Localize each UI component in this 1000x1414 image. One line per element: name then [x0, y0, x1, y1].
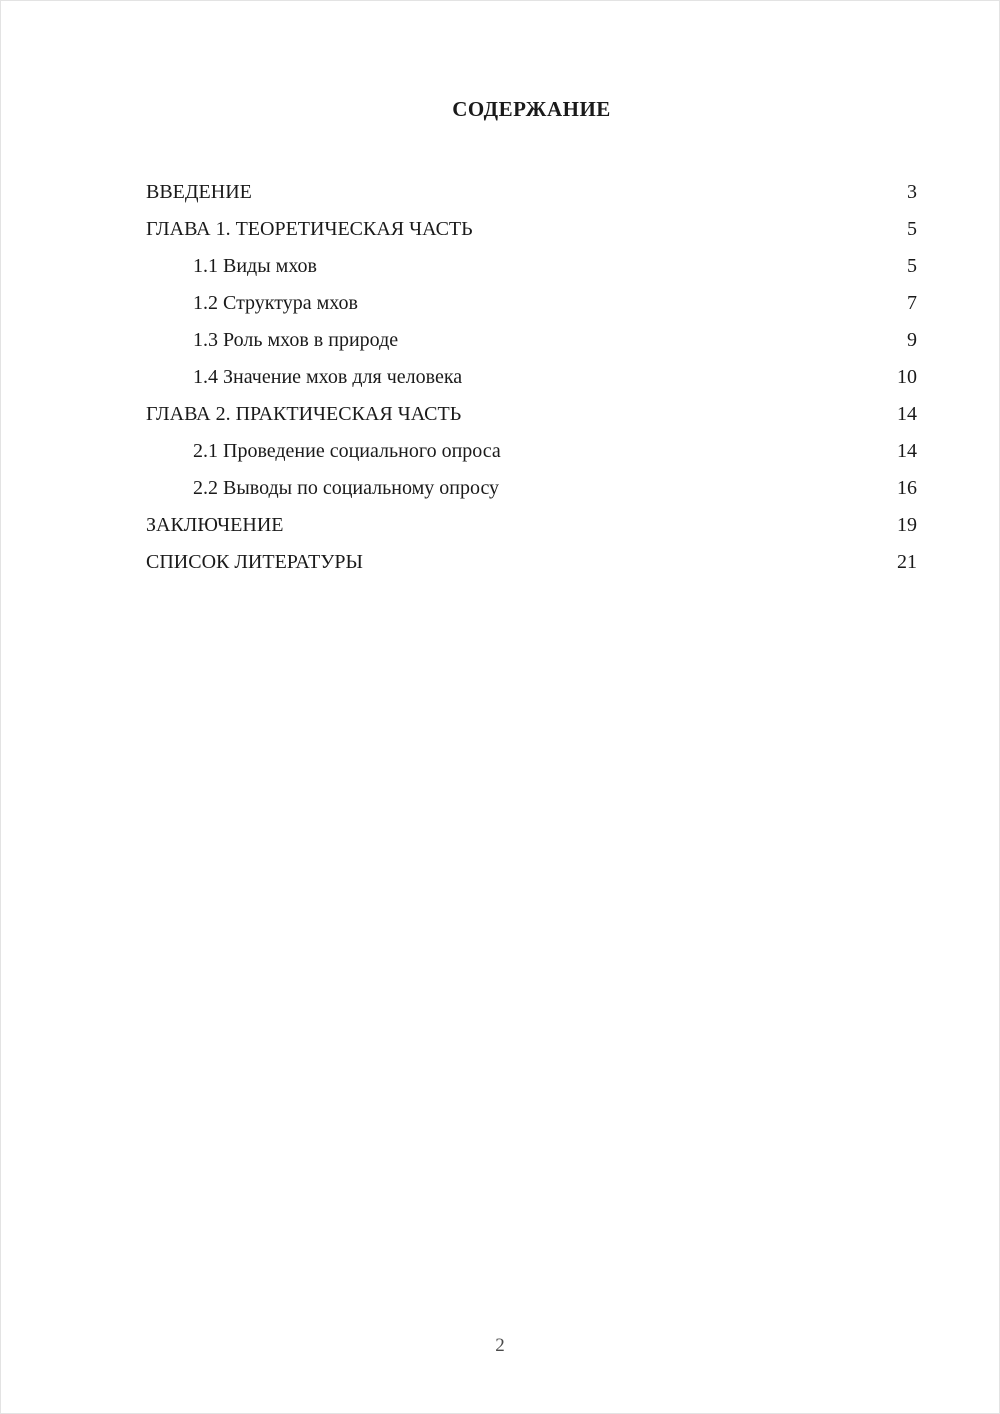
- toc-entry-page: 9: [907, 329, 917, 351]
- toc-row: [146, 544, 917, 581]
- toc-row: [146, 322, 917, 359]
- toc-entry-label: 2.2 Выводы по социальному опросу: [193, 477, 500, 499]
- toc-entry-page: 10: [897, 366, 917, 388]
- toc-entry-label: 1.1 Виды мхов: [193, 255, 317, 277]
- toc-entry-label: ГЛАВА 2. ПРАКТИЧЕСКАЯ ЧАСТЬ: [146, 403, 462, 425]
- toc-entry-label: 1.4 Значение мхов для человека: [193, 366, 463, 388]
- toc-entry-label: ВВЕДЕНИЕ: [146, 181, 252, 203]
- toc-entry-page: 3: [907, 181, 917, 203]
- toc-entry-page: 14: [897, 440, 917, 462]
- toc-entry-page: 5: [907, 255, 917, 277]
- toc-entry-label: 2.1 Проведение социального опроса: [193, 440, 501, 462]
- toc-content: [146, 97, 917, 581]
- toc-list: [146, 174, 917, 581]
- toc-entry-label: ЗАКЛЮЧЕНИЕ: [146, 514, 284, 536]
- toc-entry-label: СПИСОК ЛИТЕРАТУРЫ: [146, 551, 363, 573]
- toc-row: [146, 248, 917, 285]
- toc-entry-page: 5: [907, 218, 917, 240]
- toc-entry-page: 14: [897, 403, 917, 425]
- page-title: СОДЕРЖАНИЕ: [452, 97, 611, 121]
- toc-entry-label: ГЛАВА 1. ТЕОРЕТИЧЕСКАЯ ЧАСТЬ: [146, 218, 473, 240]
- toc-row: [146, 433, 917, 470]
- toc-entry-label: 1.2 Структура мхов: [193, 292, 358, 314]
- toc-row: [146, 507, 917, 544]
- toc-entry-page: 16: [897, 477, 917, 499]
- toc-row: [146, 359, 917, 396]
- toc-entry-page: 21: [897, 551, 917, 573]
- toc-row: [146, 211, 917, 248]
- footer-page-number: 2: [495, 1335, 505, 1356]
- toc-row: [146, 470, 917, 507]
- toc-entry-page: 19: [897, 514, 917, 536]
- toc-row: [146, 285, 917, 322]
- toc-entry-label: 1.3 Роль мхов в природе: [193, 329, 399, 351]
- toc-row: [146, 174, 917, 211]
- toc-row: [146, 396, 917, 433]
- toc-entry-page: 7: [907, 292, 917, 314]
